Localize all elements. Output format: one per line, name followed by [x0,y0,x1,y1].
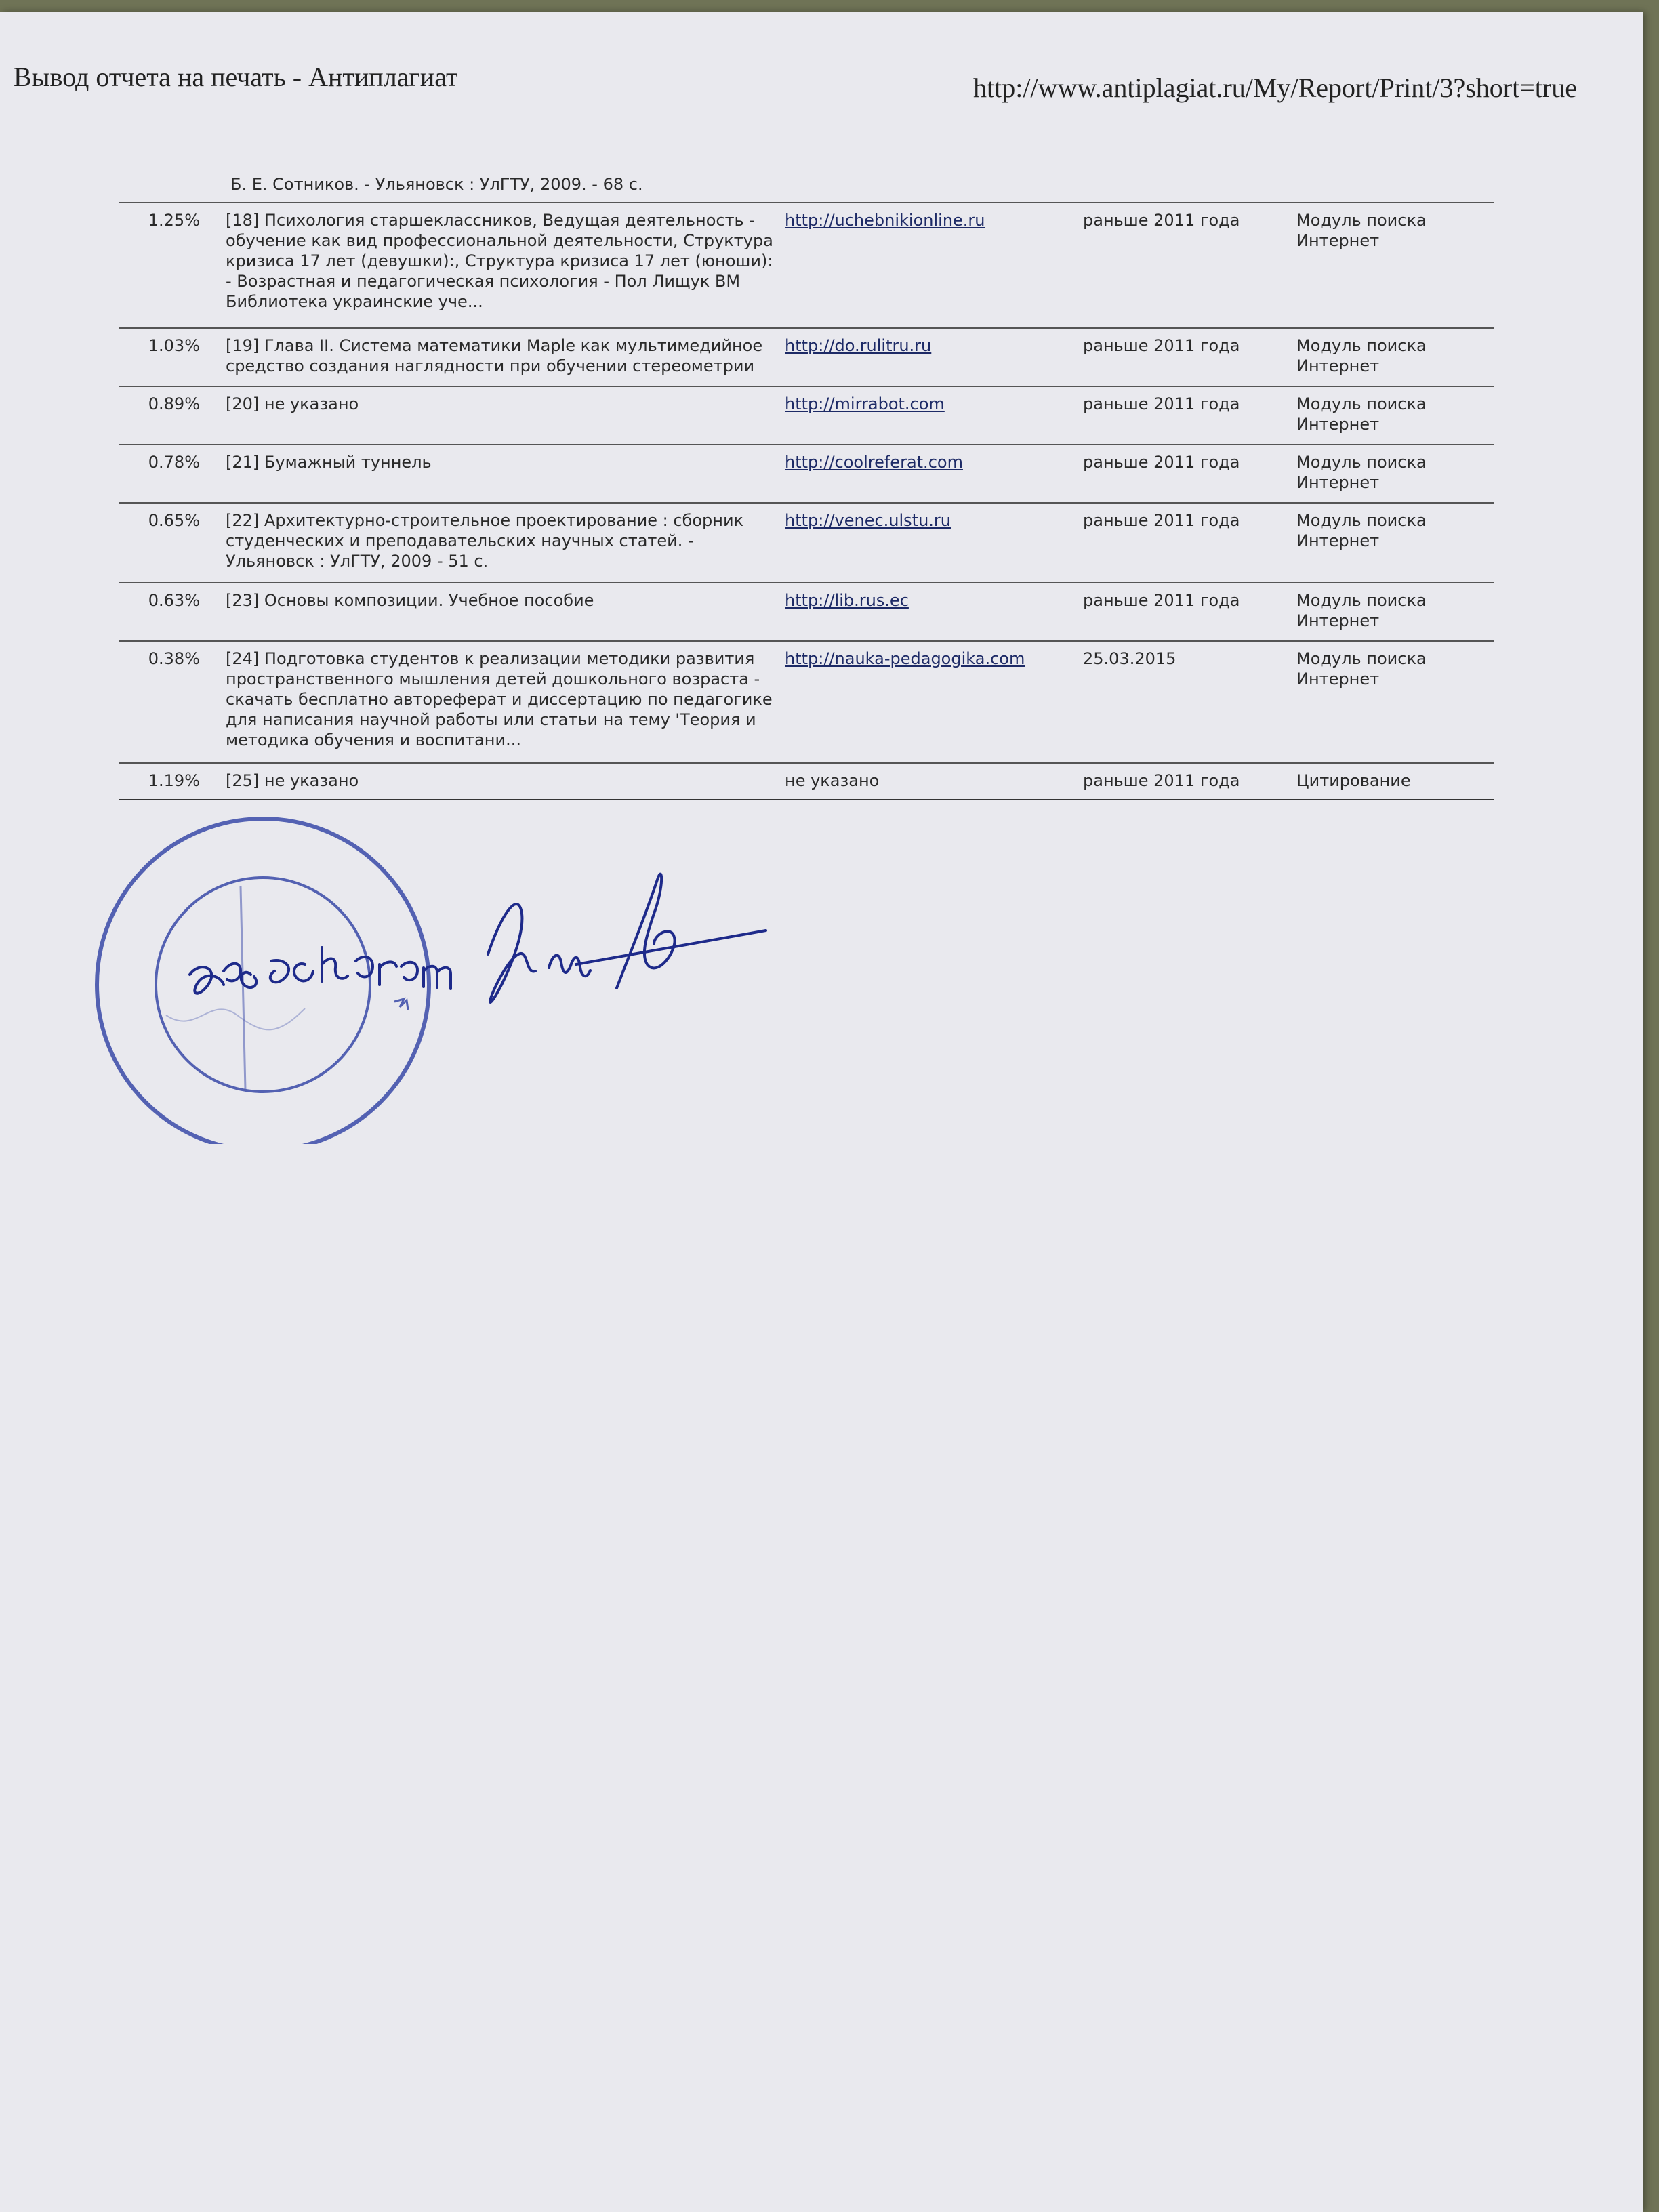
share-percent: 0.89% [119,386,220,445]
table-row [119,445,1494,503]
table-row [119,503,1494,583]
source-date: раньше 2011 года [1078,328,1291,386]
source-title: [21] Бумажный туннель [220,445,779,503]
source-title: [25] не указано [220,763,779,800]
search-module: Модуль поиска Интернет [1291,445,1494,503]
sources-table [119,202,1494,800]
source-date: раньше 2011 года [1078,203,1291,328]
table-row [119,386,1494,445]
source-date: раньше 2011 года [1078,763,1291,800]
search-module: Модуль поиска Интернет [1291,503,1494,583]
search-module: Цитирование [1291,763,1494,800]
source-title: [18] Психология старшеклассников, Ведущая деятельность - обучение как вид профессиональной деятельности, Структура кризиса 17 лет (девушки):, Структура кризиса 17 лет (юноши): - Возрастная и педагогическая психология - Пол Лищук ВМ Библиотека украинские уче... [220,203,779,328]
source-title: [22] Архитектурно-строительное проектирование : сборник студенческих и преподавательских научных статей. - Ульяновск : УлГТУ, 2009 - 51 с. [220,503,779,583]
table-row [119,203,1494,328]
search-module: Модуль поиска Интернет [1291,583,1494,641]
source-link[interactable]: http://do.rulitru.ru [785,336,932,355]
print-header-url: http://www.antiplagiat.ru/My/Report/Print/3?short=true [973,73,1577,103]
table-row [119,641,1494,763]
search-module: Модуль поиска Интернет [1291,641,1494,763]
source-link[interactable]: http://nauka-pedagogika.com [785,649,1025,668]
source-date: раньше 2011 года [1078,445,1291,503]
search-module: Модуль поиска Интернет [1291,386,1494,445]
source-title: [19] Глава II. Система математики Maple как мультимедийное средство создания наглядности при обучении стереометрии [220,328,779,386]
share-percent: 0.63% [119,583,220,641]
share-percent: 1.25% [119,203,220,328]
table-row [119,583,1494,641]
source-link[interactable]: http://lib.rus.ec [785,591,909,610]
previous-row-continuation: Б. Е. Сотников. - Ульяновск : УлГТУ, 2009. - 68 с. [230,175,643,194]
share-percent: 0.38% [119,641,220,763]
source-title: [20] не указано [220,386,779,445]
signature-icon [190,874,766,1002]
source-title: [23] Основы композиции. Учебное пособие [220,583,779,641]
source-link[interactable]: http://uchebnikionline.ru [785,211,985,230]
stamp-and-signature [88,792,847,1144]
share-percent: 0.78% [119,445,220,503]
share-percent: 1.03% [119,328,220,386]
table-row [119,328,1494,386]
source-link[interactable]: http://coolreferat.com [785,453,963,472]
share-percent: 1.19% [119,763,220,800]
source-title: [24] Подготовка студентов к реализации методики развития пространственного мышления детей дошкольного возраста - скачать бесплатно автореферат и диссертацию по педагогике для написания научной работы или статьи на тему 'Теория и методика обучения и воспитани... [220,641,779,763]
report-page [0,12,1643,2212]
source-link-plain: не указано [779,763,1078,800]
search-module: Модуль поиска Интернет [1291,328,1494,386]
source-link[interactable]: http://mirrabot.com [785,394,945,413]
source-link[interactable]: http://venec.ulstu.ru [785,511,951,530]
source-date: раньше 2011 года [1078,583,1291,641]
search-module: Модуль поиска Интернет [1291,203,1494,328]
source-date: 25.03.2015 [1078,641,1291,763]
share-percent: 0.65% [119,503,220,583]
source-date: раньше 2011 года [1078,386,1291,445]
print-header-title: Вывод отчета на печать - Антиплагиат [14,62,458,92]
source-date: раньше 2011 года [1078,503,1291,583]
